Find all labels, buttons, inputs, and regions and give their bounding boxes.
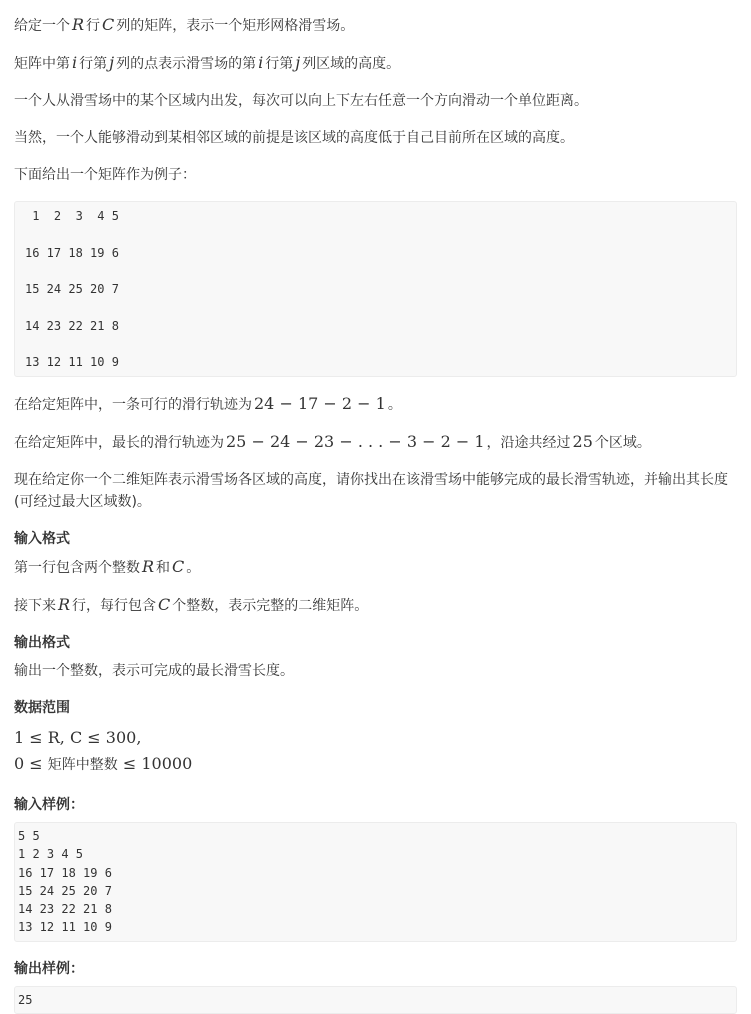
math-expr: 24 − 17 − 2 − 1 [254, 394, 386, 413]
text: 行，每行包含 [72, 598, 157, 614]
math-var: C [172, 557, 185, 576]
matrix-row: 15 24 25 20 7 [25, 282, 119, 296]
text: 。 [387, 397, 402, 413]
sample-input-block [14, 822, 737, 942]
math-expr: 25 − 24 − 23 − . . . − 3 − 2 − 1 [226, 432, 485, 451]
text: 和 [156, 560, 171, 576]
text: 个区域。 [594, 435, 651, 451]
math-expr: 0 ≤ [14, 754, 43, 773]
text: 。 [186, 560, 201, 576]
math-var: i [72, 53, 78, 72]
sample-input-line: 15 24 25 20 7 [18, 883, 112, 898]
input-format-line-2 [14, 594, 737, 617]
text: 矩阵中整数 [47, 757, 118, 773]
sample-output-heading: 输出样例： [14, 960, 84, 977]
math-var: j [295, 53, 301, 72]
text: ，沿途共经过 [486, 435, 571, 451]
text: 接下来 [14, 598, 56, 614]
intro-paragraph-5: 下面给出一个矩阵作为例子： [14, 167, 196, 183]
math-var: R [58, 595, 71, 614]
matrix-row: 16 17 18 19 6 [25, 245, 119, 260]
data-range-heading: 数据范围 [14, 700, 70, 716]
range-line-1: 1 ≤ R, C ≤ 300, [14, 728, 142, 747]
math-expr: 25 [572, 432, 593, 451]
math-var: R [142, 557, 155, 576]
math-expr: ≤ 10000 [122, 754, 193, 773]
data-range [14, 725, 737, 778]
matrix-row: 14 23 22 21 8 [25, 318, 119, 333]
math-var: j [109, 53, 115, 72]
matrix-row: 1 2 3 4 5 [25, 209, 119, 223]
math-var: R [72, 15, 85, 34]
text: 第一行包含两个整数 [14, 560, 140, 576]
input-format-heading: 输入格式 [14, 531, 70, 547]
sample-input-heading: 输入样例： [14, 797, 84, 813]
sample-input-line: 14 23 22 21 8 [18, 902, 112, 917]
output-format-text: 输出一个整数，表示可完成的最长滑雪长度。 [14, 663, 294, 679]
math-var: C [158, 595, 171, 614]
example-matrix-block [14, 201, 737, 377]
task-paragraph: 现在给定你一个二维矩阵表示滑雪场各区域的高度，请你找出在该滑雪场中能够完成的最长滑雪轨迹，并输出其长度(可经过最大区域数)。 [14, 472, 728, 510]
sample-output-block [14, 986, 737, 1014]
sample-input-line: 16 17 18 19 6 [18, 865, 112, 880]
input-format-line-1 [14, 556, 737, 579]
range-line-2 [14, 751, 737, 778]
matrix-row: 13 12 11 10 9 [25, 355, 119, 369]
intro-paragraph-1 [14, 14, 737, 37]
sample-output-line: 25 [18, 992, 33, 1007]
text: 列区域的高度。 [302, 56, 401, 72]
longest-path-paragraph [14, 431, 737, 454]
math-var: C [102, 15, 115, 34]
sample-input-line: 13 12 11 10 9 [18, 920, 112, 935]
intro-paragraph-2 [14, 52, 737, 75]
text: 行 [86, 18, 101, 34]
text: 矩阵中第 [14, 56, 70, 72]
text: 行第 [79, 56, 108, 72]
text: 给定一个 [14, 18, 70, 34]
output-format-heading: 输出格式 [14, 635, 70, 651]
intro-paragraph-4: 当然，一个人能够滑动到某相邻区域的前提是该区域的高度低于自己目前所在区域的高度。 [14, 130, 574, 146]
sample-input-line: 1 2 3 4 5 [18, 847, 84, 862]
sample-input-line: 5 5 [18, 829, 40, 843]
text: 在给定矩阵中，最长的滑行轨迹为 [14, 435, 224, 451]
text: 行第 [265, 56, 294, 72]
intro-paragraph-3: 一个人从滑雪场中的某个区域内出发，每次可以向上下左右任意一个方向滑动一个单位距离。 [14, 93, 588, 109]
feasible-path-paragraph [14, 393, 737, 416]
text: 列的点表示滑雪场的第 [116, 56, 257, 72]
text: 列的矩阵，表示一个矩形网格滑雪场。 [116, 18, 355, 34]
text: 个整数，表示完整的二维矩阵。 [172, 598, 369, 614]
math-var: i [258, 53, 264, 72]
text: 在给定矩阵中，一条可行的滑行轨迹为 [14, 397, 252, 413]
